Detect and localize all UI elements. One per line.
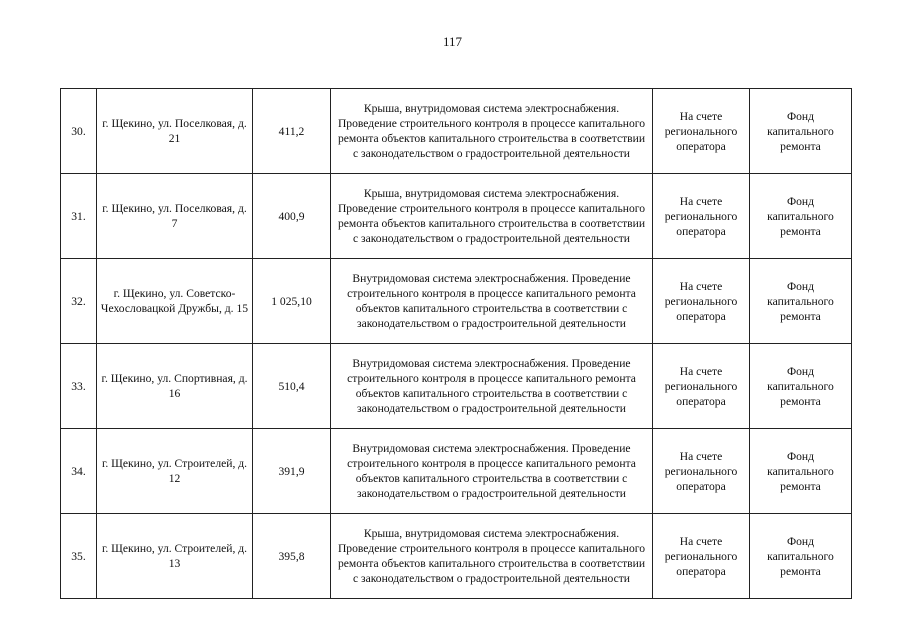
account-cell: На счете регионального оператора	[653, 89, 750, 174]
area-cell: 391,9	[253, 429, 331, 514]
fund-cell: Фонд капитального ремонта	[750, 344, 852, 429]
table-row	[61, 259, 852, 344]
row-number: 34.	[61, 429, 97, 514]
fund-cell: Фонд капитального ремонта	[750, 259, 852, 344]
account-cell: На счете регионального оператора	[653, 259, 750, 344]
account-cell: На счете регионального оператора	[653, 429, 750, 514]
works-cell: Внутридомовая система электроснабжения. Проведение строительного контроля в процессе капитального ремонта объектов капитального строительства в соответствии с законодательством о градостроительной деятельности	[331, 344, 653, 429]
works-cell: Крыша, внутридомовая система электроснабжения. Проведение строительного контроля в процессе капитального ремонта объектов капитального строительства в соответствии с законодательством о градостроительной деятельности	[331, 514, 653, 599]
fund-cell: Фонд капитального ремонта	[750, 174, 852, 259]
area-cell: 1 025,10	[253, 259, 331, 344]
works-cell: Внутридомовая система электроснабжения. Проведение строительного контроля в процессе капитального ремонта объектов капитального строительства в соответствии с законодательством о градостроительной деятельности	[331, 429, 653, 514]
address-cell: г. Щекино, ул. Строителей, д. 12	[97, 429, 253, 514]
works-cell: Крыша, внутридомовая система электроснабжения. Проведение строительного контроля в процессе капитального ремонта объектов капитального строительства в соответствии с законодательством о градостроительной деятельности	[331, 174, 653, 259]
area-cell: 411,2	[253, 89, 331, 174]
row-number: 31.	[61, 174, 97, 259]
table-row	[61, 429, 852, 514]
account-cell: На счете регионального оператора	[653, 514, 750, 599]
row-number: 33.	[61, 344, 97, 429]
area-cell: 395,8	[253, 514, 331, 599]
table-row	[61, 514, 852, 599]
works-cell: Внутридомовая система электроснабжения. Проведение строительного контроля в процессе капитального ремонта объектов капитального строительства в соответствии с законодательством о градостроительной деятельности	[331, 259, 653, 344]
address-cell: г. Щекино, ул. Советско-Чехословацкой Дружбы, д. 15	[97, 259, 253, 344]
fund-cell: Фонд капитального ремонта	[750, 89, 852, 174]
account-cell: На счете регионального оператора	[653, 174, 750, 259]
address-cell: г. Щекино, ул. Поселковая, д. 7	[97, 174, 253, 259]
area-cell: 510,4	[253, 344, 331, 429]
row-number: 35.	[61, 514, 97, 599]
row-number: 32.	[61, 259, 97, 344]
row-number: 30.	[61, 89, 97, 174]
fund-cell: Фонд капитального ремонта	[750, 514, 852, 599]
page-number: 117	[442, 34, 463, 49]
account-cell: На счете регионального оператора	[653, 344, 750, 429]
address-cell: г. Щекино, ул. Строителей, д. 13	[97, 514, 253, 599]
table-row	[61, 89, 852, 174]
table-row	[61, 174, 852, 259]
works-cell: Крыша, внутридомовая система электроснабжения. Проведение строительного контроля в процессе капитального ремонта объектов капитального строительства в соответствии с законодательством о градостроительной деятельности	[331, 89, 653, 174]
area-cell: 400,9	[253, 174, 331, 259]
address-cell: г. Щекино, ул. Поселковая, д. 21	[97, 89, 253, 174]
fund-cell: Фонд капитального ремонта	[750, 429, 852, 514]
address-cell: г. Щекино, ул. Спортивная, д. 16	[97, 344, 253, 429]
table-row	[61, 344, 852, 429]
repair-table	[60, 88, 852, 599]
